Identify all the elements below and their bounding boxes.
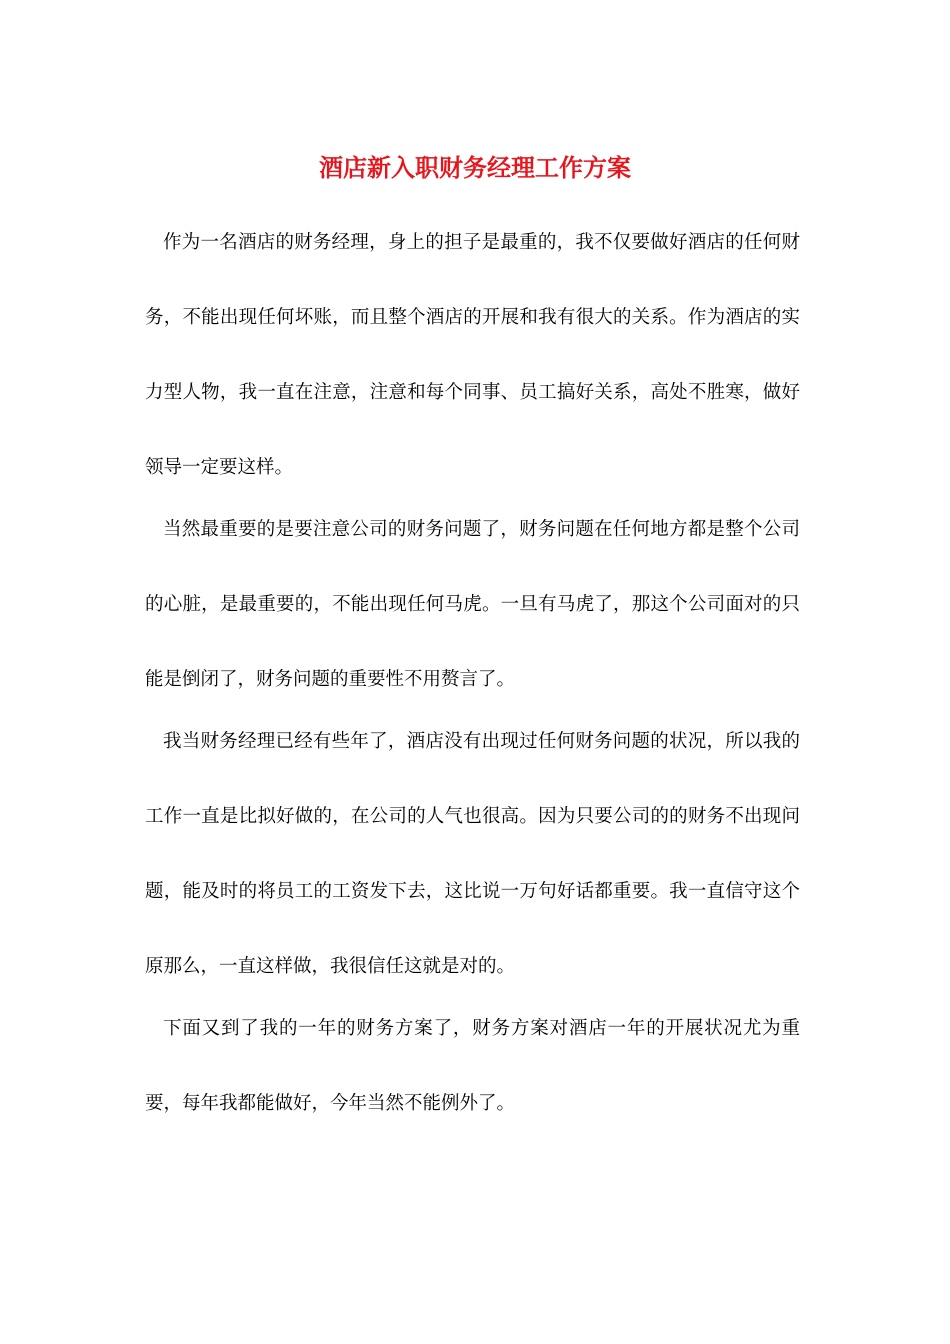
paragraph-3: 我当财务经理已经有些年了，酒店没有出现过任何财务问题的状况，所以我的工作一直是比拟好做的，在公司的人气也很高。因为只要公司的的财务不出现问题，能及时的将员工的工资发下去，这比说一万句好话都重要。我一直信守这个原那么，一直这样做，我很信任这就是对的。 xyxy=(145,731,800,977)
document-title: 酒店新入职财务经理工作方案 xyxy=(319,153,631,182)
paragraph-4: 下面又到了我的一年的财务方案了，财务方案对酒店一年的开展状况尤为重要，每年我都能做好，今年当然不能例外了。 xyxy=(145,1018,800,1114)
document-body xyxy=(145,205,800,1141)
paragraph-1: 作为一名酒店的财务经理，身上的担子是最重的，我不仅要做好酒店的任何财务，不能出现任何坏账，而且整个酒店的开展和我有很大的关系。作为酒店的实力型人物，我一直在注意，注意和每个同事、员工搞好关系，高处不胜寒，做好领导一定要这样。 xyxy=(145,232,800,478)
paragraph-2: 当然最重要的是要注意公司的财务问题了，财务问题在任何地方都是整个公司的心脏，是最重要的，不能出现任何马虎。一旦有马虎了，那这个公司面对的只能是倒闭了，财务问题的重要性不用赘言了。 xyxy=(145,519,800,690)
